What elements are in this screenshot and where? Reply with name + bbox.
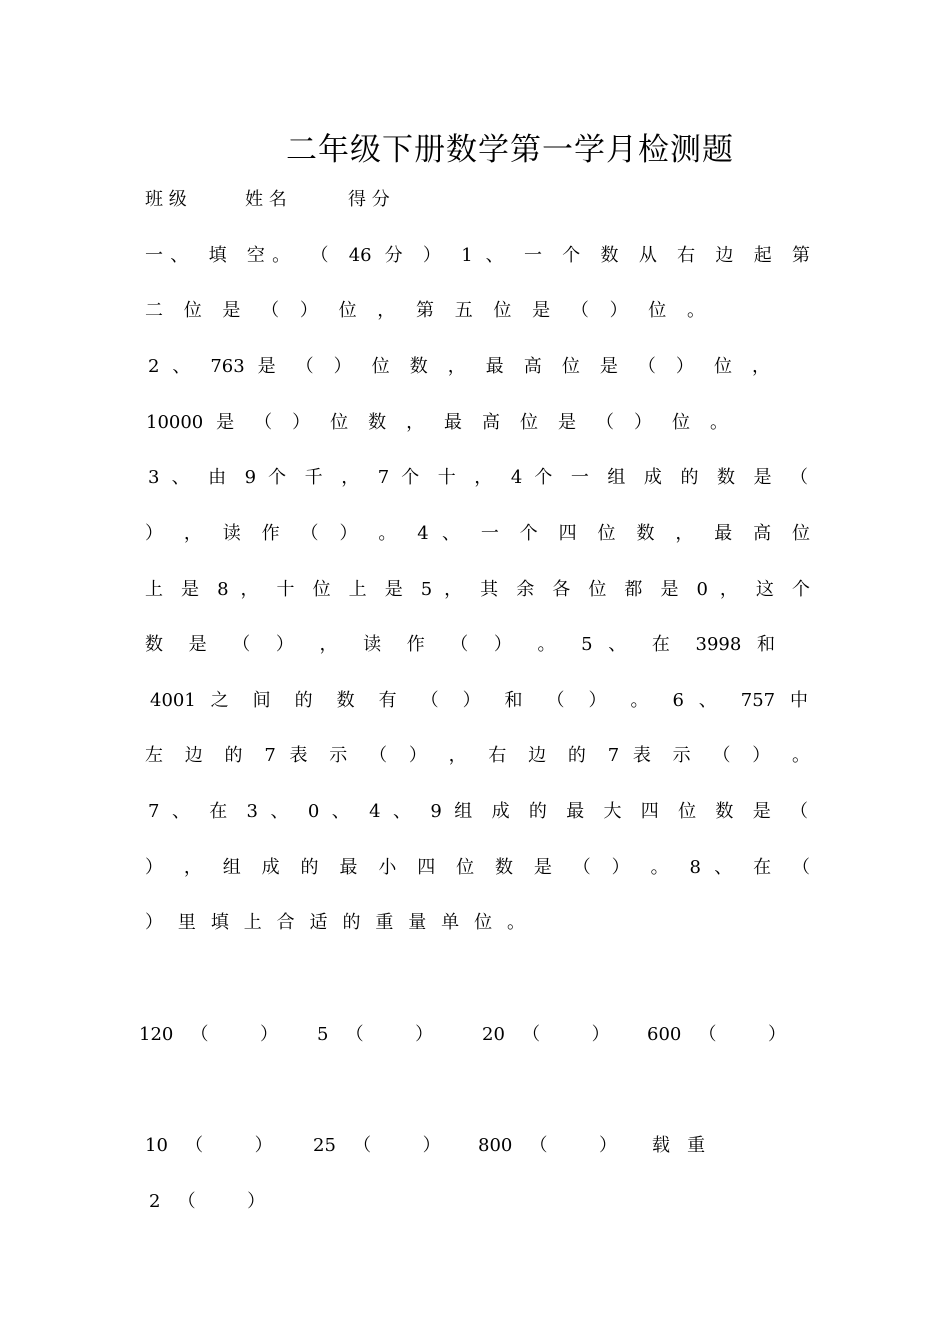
question-line: 7 、 在 3 、 0 、 4 、 9 组 成 的 最 大 四 位 数 是 （ xyxy=(148,801,808,822)
page-title: 二年级下册数学第一学月检测题 xyxy=(286,132,734,168)
question-line: 4001 之 间 的 数 有 （ ） 和 （ ） 。 6 、 757 中 xyxy=(150,690,808,711)
question-line: 3 、 由 9 个 千 ， 7 个 十 ， 4 个 一 组 成 的 数 是 （ xyxy=(148,467,808,488)
question-line: ） 里 填 上 合 适 的 重 量 单 位 。 xyxy=(145,912,525,933)
question-line: 数 是 （ ） ， 读 作 （ ） 。 5 、 在 3998 和 xyxy=(145,634,775,655)
question-line: 二 位 是 （ ） 位 ， 第 五 位 是 （ ） 位 。 xyxy=(145,300,705,321)
question-line: 一、 填 空。 （ 46 分 ） 1 、 一 个 数 从 右 边 起 第 xyxy=(145,245,810,266)
question-line: 10000 是 （ ） 位 数 ， 最 高 位 是 （ ） 位 。 xyxy=(146,412,728,433)
unit-blank: 10 （ ） xyxy=(145,1135,273,1156)
question-line: 左 边 的 7 表 示 （ ） ， 右 边 的 7 表 示 （ ） 。 xyxy=(145,745,810,766)
header-fields xyxy=(145,185,810,215)
unit-blank: 25 （ ） xyxy=(313,1135,441,1156)
class-label: 班 级 xyxy=(145,189,187,210)
unit-blank: 5 （ ） xyxy=(317,1024,434,1045)
unit-blank: 20 （ ） xyxy=(482,1024,610,1045)
question-line: 2 、 763 是 （ ） 位 数 ， 最 高 位 是 （ ） 位 ， xyxy=(148,356,770,377)
name-label: 姓 名 xyxy=(245,189,287,210)
score-label: 得 分 xyxy=(348,189,390,210)
unit-blank: 120 （ ） xyxy=(139,1024,279,1045)
question-line: ） ， 读 作 （ ） 。 4 、 一 个 四 位 数 ， 最 高 位 xyxy=(145,523,811,544)
unit-label: 载 重 xyxy=(652,1135,706,1156)
unit-blank: 2 （ ） xyxy=(149,1191,266,1212)
question-line: 上 是 8 ， 十 位 上 是 5 ， 其 余 各 位 都 是 0 ， 这 个 xyxy=(145,579,810,600)
question-line: ） ， 组 成 的 最 小 四 位 数 是 （ ） 。 8 、 在 （ xyxy=(145,857,811,878)
unit-blank: 800 （ ） xyxy=(478,1135,618,1156)
unit-blank: 600 （ ） xyxy=(647,1024,787,1045)
